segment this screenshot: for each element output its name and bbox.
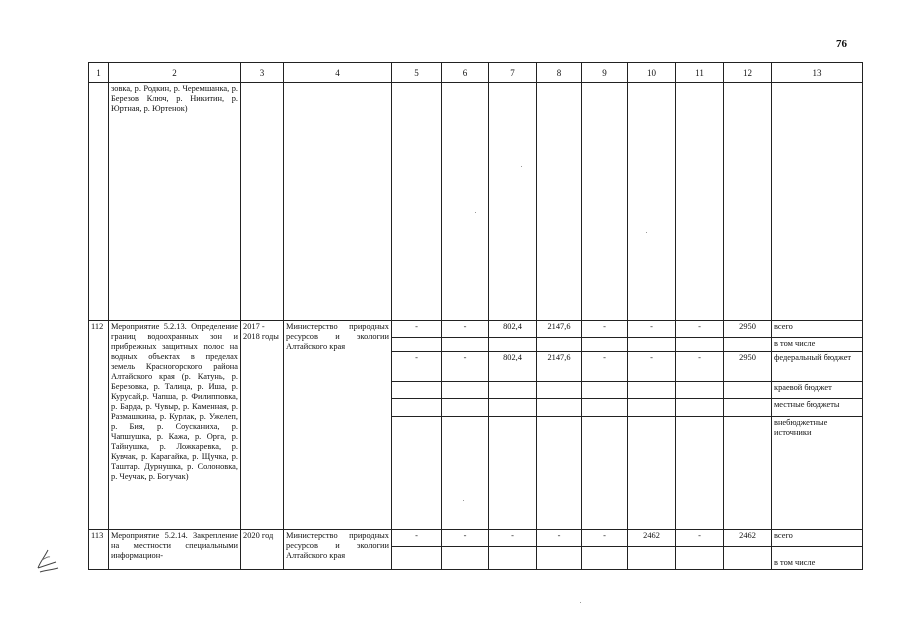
row-number: 112 <box>89 321 109 530</box>
col-header: 5 <box>392 63 442 83</box>
col-header: 11 <box>676 63 724 83</box>
col-header: 10 <box>628 63 676 83</box>
col-header: 12 <box>724 63 772 83</box>
col-header: 2 <box>109 63 241 83</box>
value-cell: - <box>392 352 442 382</box>
col-header: 7 <box>489 63 537 83</box>
row-period: 2017 - 2018 годы <box>241 321 284 530</box>
row-description: Мероприятие 5.2.13. Определение границ водоохранных зон и прибрежных защитных полос на водных объектах в пределах земель Красногорского района Алтайского края (р. Катунь, р. Березовка, р. Талица, р. Иша, р. Курусай,р. Чапша, р. Филипповка, р. Барда, р. Чувыр, р. Каменная, р. Размашкина, р. Курлак, р. Ужелеп, р. Бия, р. Соусканиха, р. Чапшушка, р. Кажа, р. Орга, р. Тайнушка, р. Ложкаревка, р. Кувчак, р. Карагайка, р. Щучка, р. Таштар. Дурнушка, р. Солоновка, р. Чеучак, р. Богучак) <box>109 321 241 530</box>
col-header: 9 <box>582 63 628 83</box>
col-header: 4 <box>284 63 392 83</box>
scan-speck <box>463 500 464 501</box>
funding-source-label: в том числе <box>772 547 863 570</box>
funding-source-label: всего <box>772 530 863 547</box>
row-executor: Министерство природных ресурсов и экологии Алтайского края <box>284 321 392 530</box>
value-cell: - <box>628 321 676 338</box>
value-cell: - <box>676 321 724 338</box>
funding-source-label: местные бюджеты <box>772 399 863 417</box>
value-cell: 2462 <box>628 530 676 547</box>
value-cell: - <box>582 352 628 382</box>
handwritten-mark <box>34 548 60 576</box>
value-cell: - <box>442 530 489 547</box>
value-cell: - <box>489 530 537 547</box>
col-header: 1 <box>89 63 109 83</box>
continuation-description: зовка, р. Родкин, р. Черемшанка, р. Березов Ключ, р. Никитин, р. Юртная, р. Юртенок) <box>109 83 241 321</box>
funding-source-label: в том числе <box>772 338 863 352</box>
funding-source-label: федеральный бюджет <box>772 352 863 382</box>
col-header: 6 <box>442 63 489 83</box>
value-cell: 2147,6 <box>537 321 582 338</box>
value-cell: 802,4 <box>489 352 537 382</box>
value-cell: 802,4 <box>489 321 537 338</box>
col-header: 8 <box>537 63 582 83</box>
value-cell: - <box>628 352 676 382</box>
col-header: 13 <box>772 63 863 83</box>
value-cell: 2950 <box>724 321 772 338</box>
budget-table <box>88 62 863 570</box>
value-cell: - <box>537 530 582 547</box>
value-cell: - <box>582 530 628 547</box>
funding-source-label: краевой бюджет <box>772 382 863 399</box>
row-description: Мероприятие 5.2.14. Закрепление на местности специальными информацион- <box>109 530 241 570</box>
col-header: 3 <box>241 63 284 83</box>
scan-speck <box>646 232 647 233</box>
value-cell: 2950 <box>724 352 772 382</box>
row-executor: Министерство природных ресурсов и экологии Алтайского края <box>284 530 392 570</box>
value-cell: 2147,6 <box>537 352 582 382</box>
value-cell: - <box>582 321 628 338</box>
value-cell: 2462 <box>724 530 772 547</box>
value-cell: - <box>676 352 724 382</box>
value-cell: - <box>676 530 724 547</box>
scan-speck <box>521 166 522 167</box>
row-number: 113 <box>89 530 109 570</box>
value-cell: - <box>442 321 489 338</box>
funding-source-label: внебюджетные источники <box>772 417 863 530</box>
column-number-row <box>89 63 863 83</box>
row-period: 2020 год <box>241 530 284 570</box>
scan-speck <box>475 212 476 213</box>
table-row-113 <box>89 530 863 547</box>
page-number: 76 <box>836 38 847 50</box>
scan-speck <box>580 602 581 603</box>
value-cell: - <box>392 321 442 338</box>
funding-source-label: всего <box>772 321 863 338</box>
value-cell: - <box>442 352 489 382</box>
continuation-row <box>89 83 863 321</box>
value-cell: - <box>392 530 442 547</box>
table-row-112 <box>89 321 863 338</box>
